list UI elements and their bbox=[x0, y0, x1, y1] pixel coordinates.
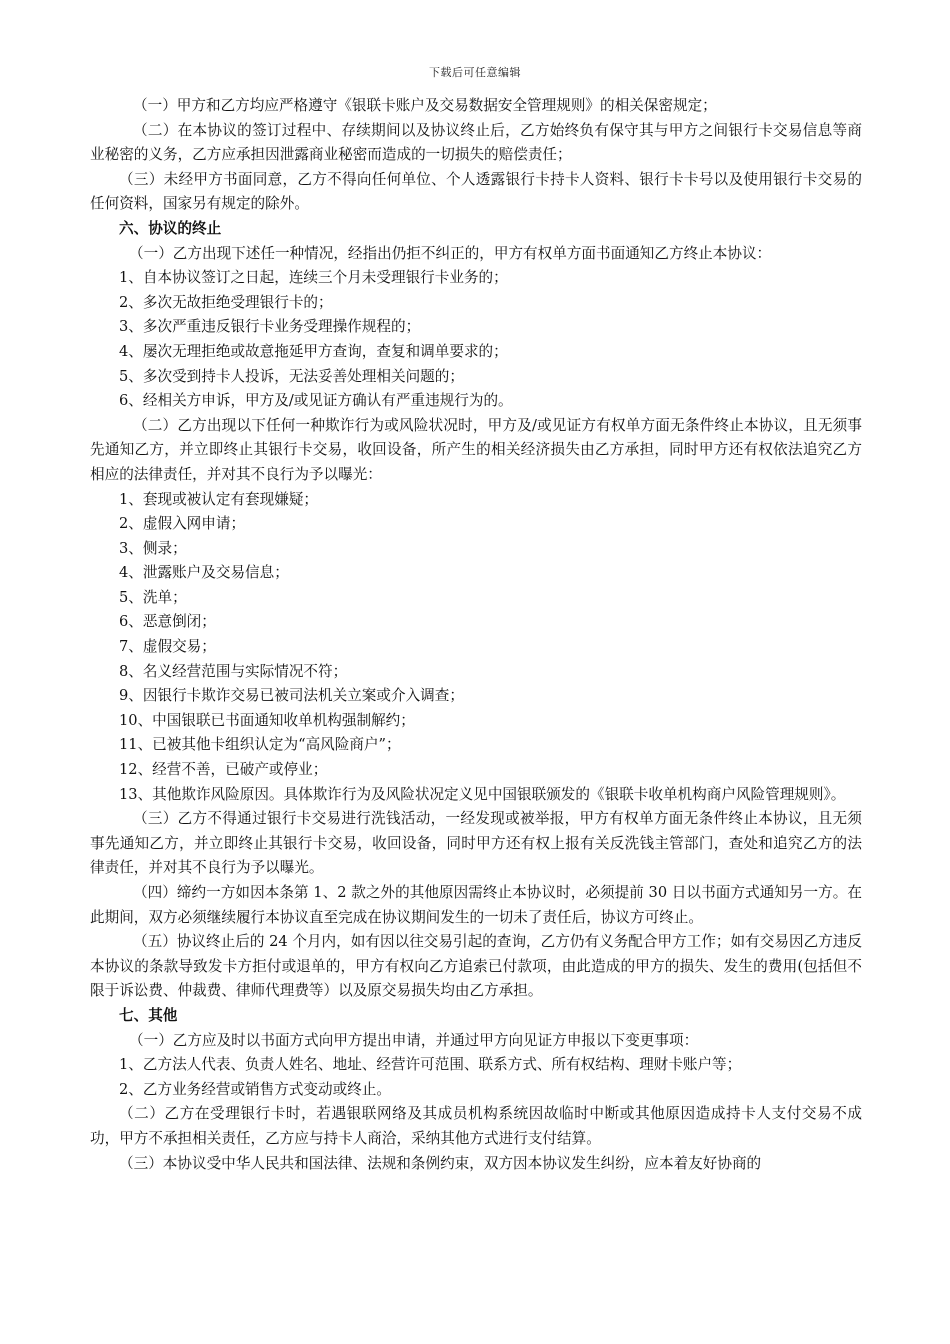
paragraph: 2、虚假入网申请； bbox=[119, 515, 246, 533]
paragraph: 2、多次无故拒绝受理银行卡的； bbox=[119, 293, 333, 311]
paragraph: （一）乙方出现下述任一种情况，经指出仍拒不纠正的，甲方有权单方面书面通知乙方终止本协议： bbox=[129, 244, 772, 262]
paragraph: （三）本协议受中华人民共和国法律、法规和条例约束，双方因本协议发生纠纷，应本着友好协商的 bbox=[119, 1154, 762, 1172]
document-body bbox=[90, 94, 862, 1176]
paragraph: （二）乙方出现以下任何一种欺诈行为或风险状况时，甲方及/或见证方有权单方面无条件终止本协议，且无须事先通知乙方，并立即终止其银行卡交易，收回设备，所产生的相关经济损失由乙方承担，同时甲方还有权依法追究乙方相应的法律责任，并对其不良行为予以曝光： bbox=[90, 416, 862, 483]
paragraph: 1、套现或被认定有套现嫌疑； bbox=[119, 490, 319, 508]
paragraph: 8、名义经营范围与实际情况不符； bbox=[119, 662, 348, 680]
paragraph: （一）乙方应及时以书面方式向甲方提出申请，并通过甲方向见证方申报以下变更事项： bbox=[129, 1031, 699, 1049]
paragraph: 13、其他欺诈风险原因。具体欺诈行为及风险状况定义见中国银联颁发的《银联卡收单机构商户风险管理规则》。 bbox=[119, 785, 846, 803]
paragraph: 1、乙方法人代表、负责人姓名、地址、经营许可范围、联系方式、所有权结构、理财卡账户等； bbox=[119, 1056, 742, 1074]
paragraph: 6、经相关方申诉，甲方及/或见证方确认有严重违规行为的。 bbox=[119, 392, 513, 410]
section-heading: 七、其他 bbox=[119, 1006, 178, 1024]
paragraph: 10、中国银联已书面通知收单机构强制解约； bbox=[119, 711, 415, 729]
paragraph: （四）缔约一方如因本条第 1、2 款之外的其他原因需终止本协议时，必须提前 30 日以书面方式通知另一方。在此期间，双方必须继续履行本协议直至完成在协议期间发生的一切未了责任后，协议方可终止。 bbox=[90, 884, 862, 926]
paragraph: 1、自本协议签订之日起，连续三个月未受理银行卡业务的； bbox=[119, 269, 508, 287]
paragraph: （二）乙方在受理银行卡时，若遇银联网络及其成员机构系统因故临时中断或其他原因造成持卡人支付交易不成功，甲方不承担相关责任，乙方应与持卡人商洽，采纳其他方式进行支付结算。 bbox=[90, 1105, 862, 1147]
paragraph: （一）甲方和乙方均应严格遵守《银联卡账户及交易数据安全管理规则》的相关保密规定； bbox=[133, 97, 717, 114]
paragraph: （三）乙方不得通过银行卡交易进行洗钱活动，一经发现或被举报，甲方有权单方面无条件终止本协议，且无须事先通知乙方，并立即终止其银行卡交易，收回设备，同时甲方还有权上报有关反洗钱主管部门，查处和追究乙方的法律责任，并对其不良行为予以曝光。 bbox=[90, 810, 862, 877]
paragraph: 2、乙方业务经营或销售方式变动或终止。 bbox=[119, 1080, 391, 1098]
paragraph: 6、恶意倒闭； bbox=[119, 613, 216, 631]
paragraph: 4、屡次无理拒绝或故意拖延甲方查询，查复和调单要求的； bbox=[119, 342, 508, 360]
paragraph: （二）在本协议的签订过程中、存续期间以及协议终止后，乙方始终负有保守其与甲方之间银行卡交易信息等商业秘密的义务，乙方应承担因泄露商业秘密而造成的一切损失的赔偿责任； bbox=[90, 121, 862, 164]
paragraph: 12、经营不善，已破产或停业； bbox=[119, 761, 328, 779]
paragraph: 5、洗单； bbox=[119, 588, 187, 606]
paragraph: （三）未经甲方书面同意，乙方不得向任何单位、个人透露银行卡持卡人资料、银行卡卡号以及使用银行卡交易的任何资料，国家另有规定的除外。 bbox=[90, 170, 862, 213]
paragraph: 9、因银行卡欺诈交易已被司法机关立案或介入调查； bbox=[119, 687, 464, 705]
paragraph: （五）协议终止后的 24 个月内，如有因以往交易引起的查询，乙方仍有义务配合甲方工作；如有交易因乙方违反本协议的条款导致发卡方拒付或退单的，甲方有权向乙方追索已付款项，由此造成的甲方的损失、发生的费用(包括但不限于诉讼费、仲裁费、律师代理费等）以及原交易损失均由乙方承担。 bbox=[90, 933, 862, 1000]
paragraph: 5、多次受到持卡人投诉，无法妥善处理相关问题的； bbox=[119, 367, 464, 385]
paragraph: 11、已被其他卡组织认定为“高风险商户”； bbox=[119, 736, 401, 754]
paragraph: 3、多次严重违反银行卡业务受理操作规程的； bbox=[119, 318, 421, 336]
page-header: 下载后可任意编辑 bbox=[429, 66, 521, 79]
paragraph: 7、虚假交易； bbox=[119, 638, 216, 656]
paragraph: 3、侧录； bbox=[119, 539, 187, 557]
section-heading: 六、协议的终止 bbox=[119, 219, 222, 237]
paragraph: 4、泄露账户及交易信息； bbox=[119, 564, 289, 582]
